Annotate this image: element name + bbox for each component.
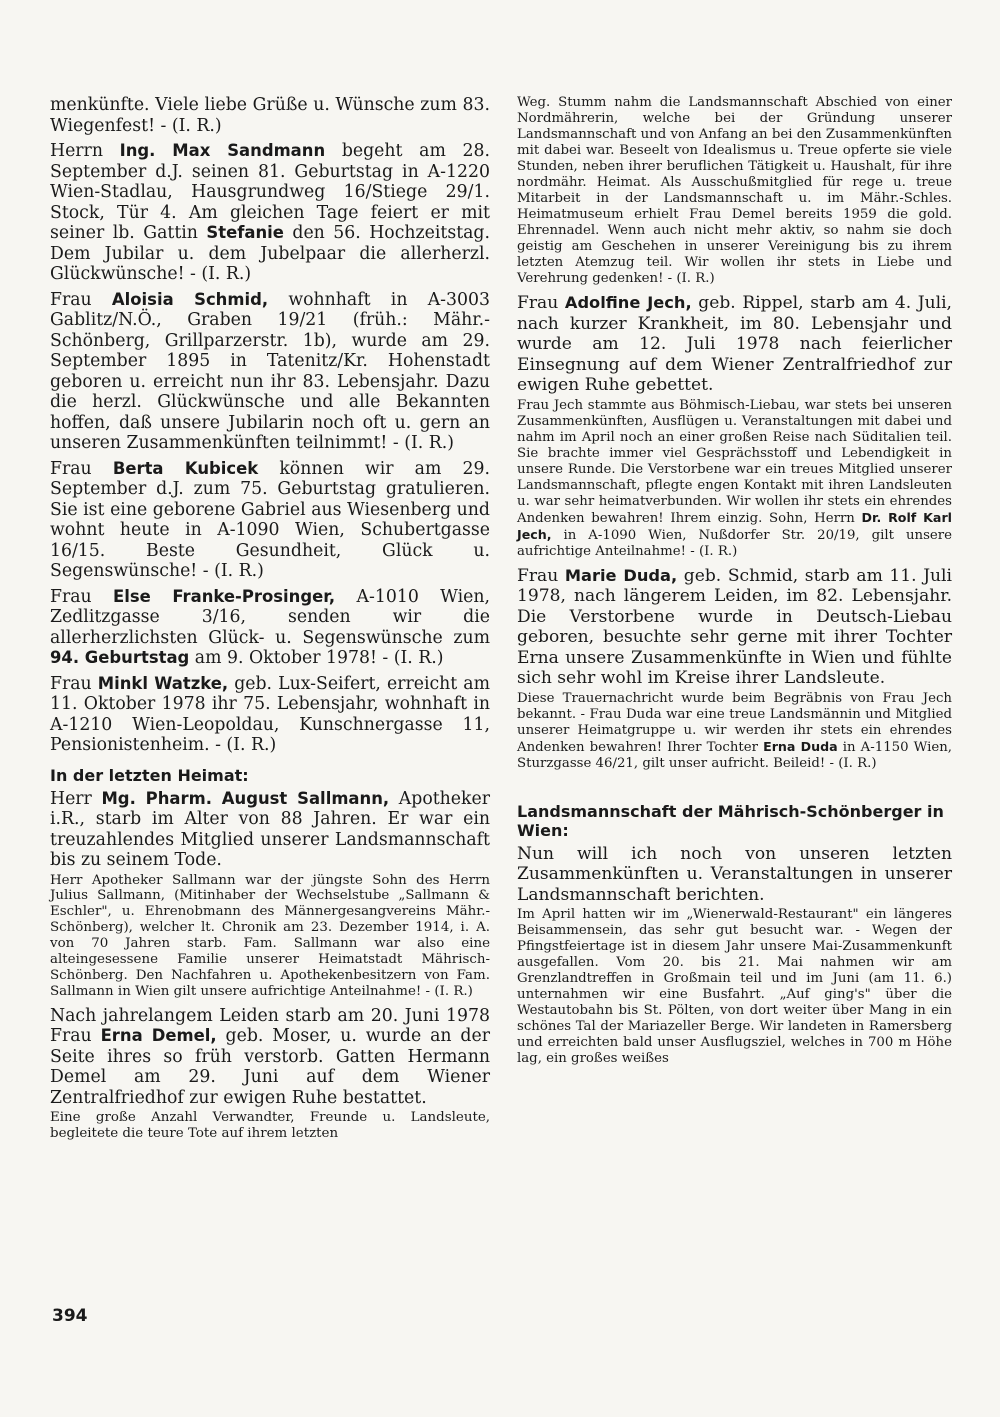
paragraph: Frau Aloisia Schmid, wohnhaft in A-3003 Gablitz/N.Ö., Graben 19/21 (früh.: Mähr.-Schönberg, Grillparzerstr. 1b), wurde am 29. September 1895 in Tatenitz/Kr. Hohenstadt geboren u. erreicht nun ihr 83. Lebensjahr. Dazu die herzl. Glückwünsche und alle Bekannten hoffen, daß unsere Jubilarin noch oft u. gern an unseren Zusammenkünften teilnimmt! - (I. R.) xyxy=(50,289,490,453)
section-heading: In der letzten Heimat: xyxy=(50,765,249,785)
paragraph: Frau Minkl Watzke, geb. Lux-Seifert, erreicht am 11. Oktober 1978 ihr 75. Lebensjahr, wohnhaft in A-1210 Wien-Leopoldau, Kunschnergasse 11, Pensionistenheim. - (I. R.) xyxy=(50,673,490,755)
left-column xyxy=(50,95,490,1148)
spacer xyxy=(517,778,952,792)
paragraph-small: Im April hatten wir im „Wienerwald-Restaurant" ein längeres Beisammensein, das sehr gut besucht war. - Wegen der Pfingstfeiertage ist in diesem Jahr unsere Mai-Zusammenkunft ausgefallen. Vom 20. bis 21. Mai nahmen wir am Grenzlandtreffen in Großmain teil und im Juni (am 11. 6.) unternahmen wir eine Busfahrt. „Auf ging's" über die Westautobahn bis St. Pölten, von dort weiter über Mang in ein schönes Tal der Mariazeller Berge. Wir landeten in Ramersberg und erreichten bald unser Ausflugsziel, welches in 700 m Höhe lag, ein großes weißes xyxy=(517,907,952,1066)
paragraph-small: Weg. Stumm nahm die Landsmannschaft Abschied von einer Nordmährerin, welche bei der Gründung unserer Landsmannschaft und von Anfang an bei den Zusammenkünften mit dabei war. Beseelt von Idealismus u. Treue opferte sie viele Stunden, neben ihrer beruflichen Tätigkeit u. Haushalt, für ihre nordmähr. Heimat. Als Ausschußmitglied für rege u. treue Mitarbeit in der Landsmannschaft u. im Mähr.-Schles. Heimatmuseum erhielt Frau Demel bereits 1959 die gold. Ehrennadel. Wenn auch nicht mehr aktiv, so nahm sie doch geistig am Geschehen in unserer Vereinigung bis zu ihrem letzten Atemzug teil. Wir wollen ihr stets in Liebe und Verehrung gedenken! - (I. R.) xyxy=(517,95,952,286)
paragraph-small: Frau Jech stammte aus Böhmisch-Liebau, war stets bei unseren Zusammenkünften, Ausflügen u. Veranstaltungen mit dabei und nahm im April noch an einer großen Reise nach Süditalien teil. Sie brachte immer viel Gesprächsstoff und Lebendigkeit in unsere Runde. Die Verstorbene war ein treues Mitglied unserer Landsmannschaft, pflegte engen Kontakt mit ihren Landsleuten u. war sehr heimatverbunden. Wir wollen ihr stets ein ehrendes Andenken bewahren! Ihrem einzig. Sohn, Herrn Dr. Rolf Karl Jech, in A-1090 Wien, Nußdorfer Str. 20/19, gilt unsere aufrichtige Anteilnahme! - (I. R.) xyxy=(517,397,952,559)
paragraph: Nun will ich noch von unseren letzten Zusammenkünften u. Veranstaltungen in unserer Landsmannschaft berichten. xyxy=(517,843,952,905)
paragraph: Herr Mg. Pharm. August Sallmann, Apotheker i.R., starb im Alter von 88 Jahren. Er war ein treuzahlendes Mitglied unserer Landsmannschaft bis zu seinem Tode. xyxy=(50,788,490,870)
paragraph-small: Herr Apotheker Sallmann war der jüngste Sohn des Herrn Julius Sallmann, (Mitinhaber der Wechselstube „Sallmann & Eschler", u. Ehrenobmann des Männergesangvereins Mähr.-Schönberg), welcher lt. Chronik am 23. Dezember 1914, i. A. von 70 Jahren starb. Fam. Sallmann war also eine alteingesessene Familie unserer Heimatstadt Mährisch-Schönberg. Den Nachfahren u. Apothekenbesitzern von Fam. Sallmann in Wien gilt unsere aufrichtige Anteilnahme! - (I. R.) xyxy=(50,872,490,999)
paragraph: menkünfte. Viele liebe Grüße u. Wünsche zum 83. Wiegenfest! - (I. R.) xyxy=(50,95,490,136)
paragraph: Frau Berta Kubicek können wir am 29. September d.J. zum 75. Geburtstag gratulieren. Sie ist eine geborene Gabriel aus Wiesenberg und wohnt heute in A-1090 Wien, Schubertgasse 16/15. Beste Gesundheit, Glück u. Segenswünsche! - (I. R.) xyxy=(50,458,490,581)
paragraph: Frau Marie Duda, geb. Schmid, starb am 11. Juli 1978, nach längerem Leiden, im 82. Lebensjahr. Die Verstorbene wurde in Deutsch-Liebau geboren, besuchte sehr gerne mit ihrer Tochter Erna unsere Zusammenkünfte in Wien und fühlte sich sehr wohl im Kreise ihrer Landsleute. xyxy=(517,565,952,688)
paragraph: Herrn Ing. Max Sandmann begeht am 28. September d.J. seinen 81. Geburtstag in A-1220 Wien-Stadlau, Hausgrundweg 16/Stiege 29/1. Stock, Tür 4. Am gleichen Tage feiert er mit seiner lb. Gattin Stefanie den 56. Hochzeitstag. Dem Jubilar u. dem Jubelpaar die allerherzl. Glückwünsche! - (I. R.) xyxy=(50,141,490,284)
paragraph-small: Diese Trauernachricht wurde beim Begräbnis von Frau Jech bekannt. - Frau Duda war eine treue Landsmännin und Mitglied unserer Heimatgruppe u. wir werden ihr stets ein ehrendes Andenken bewahren! Ihrer Tochter Erna Duda in A-1150 Wien, Sturzgasse 46/21, gilt unser aufricht. Beileid! - (I. R.) xyxy=(517,690,952,771)
section-heading: Landsmannschaft der Mährisch-Schönberger in Wien: xyxy=(517,801,944,840)
paragraph-small: Eine große Anzahl Verwandter, Freunde u. Landsleute, begleitete die teure Tote auf ihrem letzten xyxy=(50,1110,490,1142)
paragraph: Frau Else Franke-Prosinger, A-1010 Wien, Zedlitzgasse 3/16, senden wir die allerherzlichsten Glück- u. Segenswünsche zum 94. Geburtstag am 9. Oktober 1978! - (I. R.) xyxy=(50,586,490,668)
paragraph: Nach jahrelangem Leiden starb am 20. Juni 1978 Frau Erna Demel, geb. Moser, u. wurde an der Seite ihres so früh verstorb. Gatten Hermann Demel am 29. Juni auf dem Wiener Zentralfriedhof zur ewigen Ruhe bestattet. xyxy=(50,1005,490,1108)
right-column xyxy=(517,95,952,1073)
page-number: 394 xyxy=(52,1306,88,1326)
paragraph: Frau Adolfine Jech, geb. Rippel, starb am 4. Juli, nach kurzer Krankheit, im 80. Lebensjahr und wurde am 12. Juli 1978 nach feierlicher Einsegnung auf dem Wiener Zentralfriedhof zur ewigen Ruhe gebettet. xyxy=(517,293,952,395)
